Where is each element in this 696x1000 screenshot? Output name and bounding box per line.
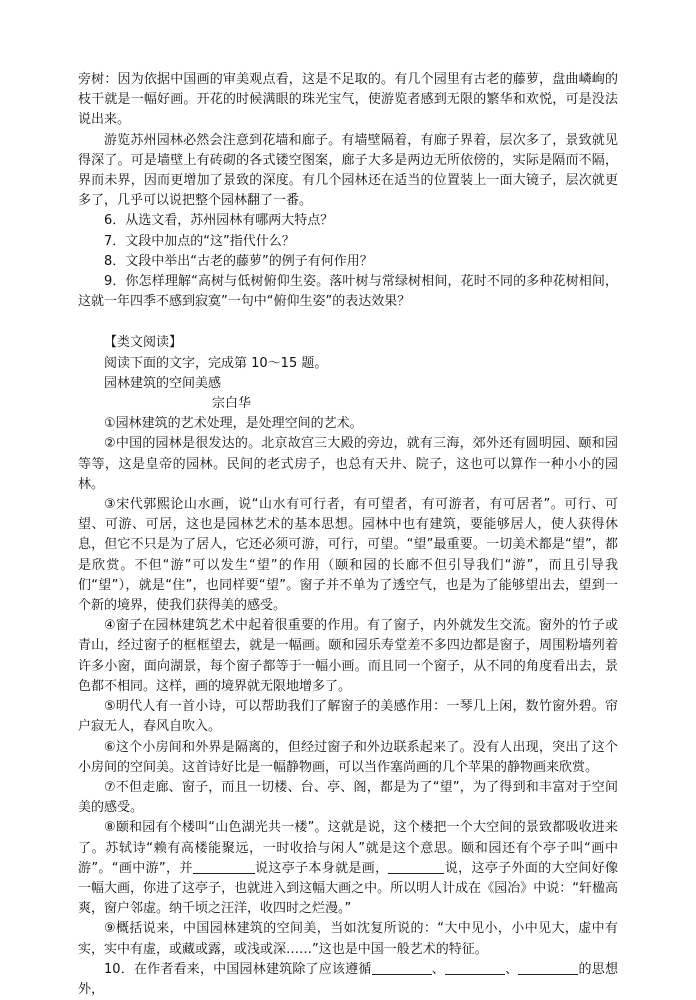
section-gap (78, 312, 618, 333)
question-6: 6．从选文看，苏州园林有哪两大特点？ (104, 213, 334, 229)
article-paragraph-1: ①园林建筑的艺术处理，是处理空间的艺术。 (104, 416, 363, 432)
article-paragraph-6: ⑥这个小房间和外界是隔离的，但经过窗子和外边联系起来了。没有人出现，突出了这个小房间的空间美。这首诗好比是一幅静物画，可以当作塞尚画的几个苹果的静物画来欣赏。 (78, 739, 618, 775)
question-10-prefix: 10．在作者看来，中国园林建筑除了应该遵循 (104, 961, 372, 977)
article-paragraph-9: ⑨概括说来，中国园林建筑的空间美，当如沈复所说的：“大中见小，小中见大，虚中有实，实中有虚，或藏或露，或浅或深……”这也是中国一般艺术的特征。 (78, 921, 618, 957)
question-8: 8．文段中举出“古老的藤萝”的例子有何作用？ (104, 253, 373, 269)
paragraph-8-text-3: 说，这亭子外面的大空间好像一幅大画，你进了这亭子，也就进入到这幅大画之中。所以明人计成在《园冶》中说：“轩楹高爽，窗户邻虚。纳千顷之汪洋，收四时之烂漫。” (78, 860, 618, 917)
fill-in-blank[interactable] (193, 859, 255, 874)
question-7: 7．文段中加点的“这”指代什么？ (104, 233, 295, 249)
article-paragraph-8 (78, 818, 618, 919)
question-10-suffix: 的思想外， (78, 961, 618, 997)
article-paragraph-3: ③宋代郭熙论山水画，说“山水有可行者，有可望者，有可游者，有可居者”。可行、可望、可游、可居，这也是园林艺术的基本思想。园林中也有建筑，要能够居人，使人获得休息，但它不只是为了居人，它还必须可游，可行，可望。“望”最重要。一切美术都是“望”，都是欣赏。不但“游”可以发生“望”的作用（颐和园的长廊不但引导我们“游”，而且引导我们“望”），就是“住”，也同样要“望”。窗子并不单为了透空气，也是为了能够望出去，望到一个新的境界，使我们获得美的感受。 (78, 497, 618, 614)
section-title: 【类文阅读】 (104, 335, 183, 351)
question-9: 9．你怎样理解“高树与低树俯仰生姿。落叶树与常绿树相间，花时不同的多种花树相间，这就一年四季不感到寂寞”一句中“俯仰生姿”的表达效果？ (78, 274, 618, 310)
reading-instruction: 阅读下面的文字，完成第 10～15 题。 (104, 355, 328, 371)
fill-in-blank[interactable] (372, 960, 432, 975)
article-paragraph-2: ②中国的园林是很发达的。北京故宫三大殿的旁边，就有三海，郊外还有圆明园、颐和园等等，这是皇帝的园林。民间的老式房子，也总有天井、院子，这也可以算作一种小小的园林。 (78, 436, 618, 492)
document-page (78, 70, 618, 1000)
fill-in-blank[interactable] (388, 859, 444, 874)
fill-in-blank[interactable] (445, 960, 505, 975)
article-author: 宗白华 (212, 396, 252, 412)
article-paragraph-4: ④窗子在园林建筑艺术中起着很重要的作用。有了窗子，内外就发生交流。窗外的竹子或青山，经过窗子的框框望去，就是一幅画。颐和园乐寿堂差不多四边都是窗子，周围粉墙列着许多小窗，面向湖景，每个窗子都等于一幅小画。而且同一个窗子，从不同的角度看出去，景色都不相同。这样，画的境界就无限地增多了。 (78, 618, 618, 694)
question-10 (78, 960, 618, 1000)
question-10-separator: 、 (431, 961, 445, 977)
paragraph-8-text-1: ⑧颐和园有个楼叫“山色湖光共一楼”。这就是说，这个楼把一个大空间的景致都吸收进来了。苏轼诗“赖有高楼能聚远，一时收拾与闲人”就是这个意思。颐和园还有个亭子叫“画中游”。“画中游”，并 (78, 820, 618, 876)
article-paragraph-7: ⑦不但走廊、窗子，而且一切楼、台、亭、阁，都是为了“望”，为了得到和丰富对于空间美的感受。 (78, 779, 618, 816)
paragraph-8-text-2: 说这亭子本身就是画， (254, 860, 389, 876)
article-paragraph-5: ⑤明代人有一首小诗，可以帮助我们了解窗子的美感作用：一琴几上闲，数竹窗外碧。帘户寂无人，春风自吹入。 (78, 699, 618, 735)
fill-in-blank[interactable] (518, 960, 578, 975)
paragraph-huaqiang: 游览苏州园林必然会注意到花墙和廊子。有墙壁隔着，有廊子界着，层次多了，景致就见得深了。可是墙壁上有砖砌的各式镂空图案，廊子大多是两边无所依傍的，实际是隔而不隔，界而未界，因而更增加了景致的深度。有几个园林还在适当的位置装上一面大镜子，层次就更多了，几乎可以说把整个园林翻了一番。 (78, 132, 618, 209)
question-10-separator: 、 (504, 961, 519, 977)
article-title: 园林建筑的空间美感 (104, 375, 222, 391)
paragraph-pangshu: 旁树：因为依据中国画的审美观点看，这是不足取的。有几个园里有古老的藤萝，盘曲嶙峋的枝干就是一幅好画。开花的时候满眼的珠光宝气，使游览者感到无限的繁华和欢悦，可是没法说出来。 (78, 72, 618, 128)
